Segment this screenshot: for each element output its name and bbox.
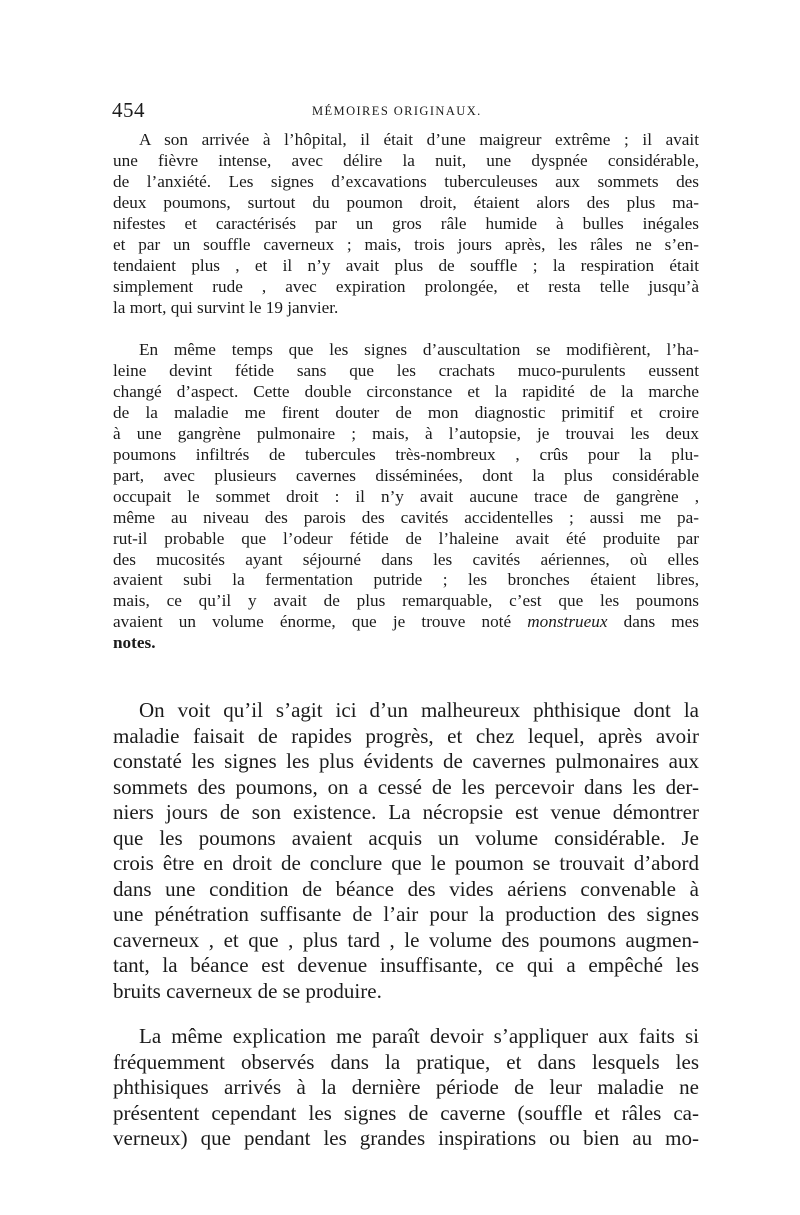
text-line: verneux) que pendant les grandes inspirations ou bien au mo- [113,1126,699,1151]
text-line: avaient subi la fermentation putride ; les bronches étaient libres, [113,570,699,590]
text-line: leine devint fétide sans que les crachats muco-purulents eussent [113,360,699,380]
text-segment: dans mes [607,612,699,632]
text-line: que les poumons avaient acquis un volume considérable. Je [113,825,699,850]
running-title: MÉMOIRES ORIGINAUX. [312,104,482,118]
text-line: tant, la béance est devenue insuffisante, ce qui a empêché les [113,953,699,978]
text-line: même au niveau des parois des cavités accidentelles ; aussi me pa- [113,507,699,527]
text-line: la mort, qui survint le 19 janvier. [113,297,339,317]
text-segment: avaient un volume énorme, que je trouve noté [113,612,528,632]
paragraph-case-arrival [113,130,699,319]
text-line: une fièvre intense, avec délire la nuit, une dyspnée considérable, [113,150,699,170]
emphasis-word: monstrueux [527,612,608,632]
text-line: fréquemment observés dans la pratique, et dans lesquels les [113,1049,699,1074]
text-line: sommets des poumons, on a cessé de les percevoir dans les der- [113,774,699,799]
page-number: 454 [112,98,145,122]
text-line: simplement rude , avec expiration prolongée, et resta telle jusqu’à [113,276,699,296]
text-line: changé d’aspect. Cette double circonstance et la rapidité de la marche [113,381,699,401]
paragraph-commentary [113,698,699,1005]
text-line: de la maladie me firent douter de mon diagnostic primitif et croire [113,402,699,422]
text-line: poumons infiltrés de tubercules très-nombreux , crûs pour la plu- [113,444,699,464]
text-line: bruits caverneux de se produire. [113,979,382,1004]
text-line: A son arrivée à l’hôpital, il était d’une maigreur extrême ; il avait [139,130,699,149]
paragraph-autopsy [113,340,699,654]
text-line: de l’anxiété. Les signes d’excavations tuberculeuses aux sommets des [113,171,699,191]
text-line: rut-il probable que l’odeur fétide de l’haleine avait été produite par [113,528,699,548]
text-line: des mucosités ayant séjourné dans les cavités aériennes, où elles [113,549,699,569]
page-header [112,98,698,122]
text-line: maladie faisait de rapides progrès, et chez lequel, après avoir [113,723,699,748]
text-line: mais, ce qu’il y avait de plus remarquable, c’est que les poumons [113,591,699,611]
text-line: nifestes et caractérisés par un gros râle humide à bulles inégales [113,213,699,233]
text-line: En même temps que les signes d’auscultation se modifièrent, l’ha- [139,340,699,359]
text-line: La même explication me paraît devoir s’appliquer aux faits si [139,1024,699,1048]
text-line: une pénétration suffisante de l’air pour la production des signes [113,902,699,927]
text-line: phthisiques arrivés à la dernière période de leur maladie ne [113,1075,699,1100]
text-line: dans une condition de béance des vides aériens convenable à [113,876,699,901]
text-line: constaté les signes les plus évidents de cavernes pulmonaires aux [113,749,699,774]
paragraph-explanation [113,1024,699,1152]
text-line: occupait le sommet droit : il n’y avait aucune trace de gangrène , [113,486,699,506]
text-line: part, avec plusieurs cavernes disséminées, dont la plus considérable [113,465,699,485]
text-line: et par un souffle caverneux ; mais, trois jours après, les râles ne s’en- [113,234,699,254]
text-line: notes. [113,633,156,653]
text-line: caverneux , et que , plus tard , le volume des poumons augmen- [113,927,699,952]
text-line: crois être en droit de conclure que le poumon se trouvait d’abord [113,851,699,876]
text-line: tendaient plus , et il n’y avait plus de souffle ; la respiration était [113,255,699,275]
text-line-with-emphasis [113,612,699,633]
text-line: niers jours de son existence. La nécropsie est venue démontrer [113,800,699,825]
text-line: présentent cependant les signes de caverne (souffle et râles ca- [113,1100,699,1125]
text-line: On voit qu’il s’agit ici d’un malheureux phthisique dont la [139,698,699,722]
text-line: à une gangrène pulmonaire ; mais, à l’autopsie, je trouvai les deux [113,423,699,443]
text-line: deux poumons, surtout du poumon droit, étaient alors des plus ma- [113,192,699,212]
